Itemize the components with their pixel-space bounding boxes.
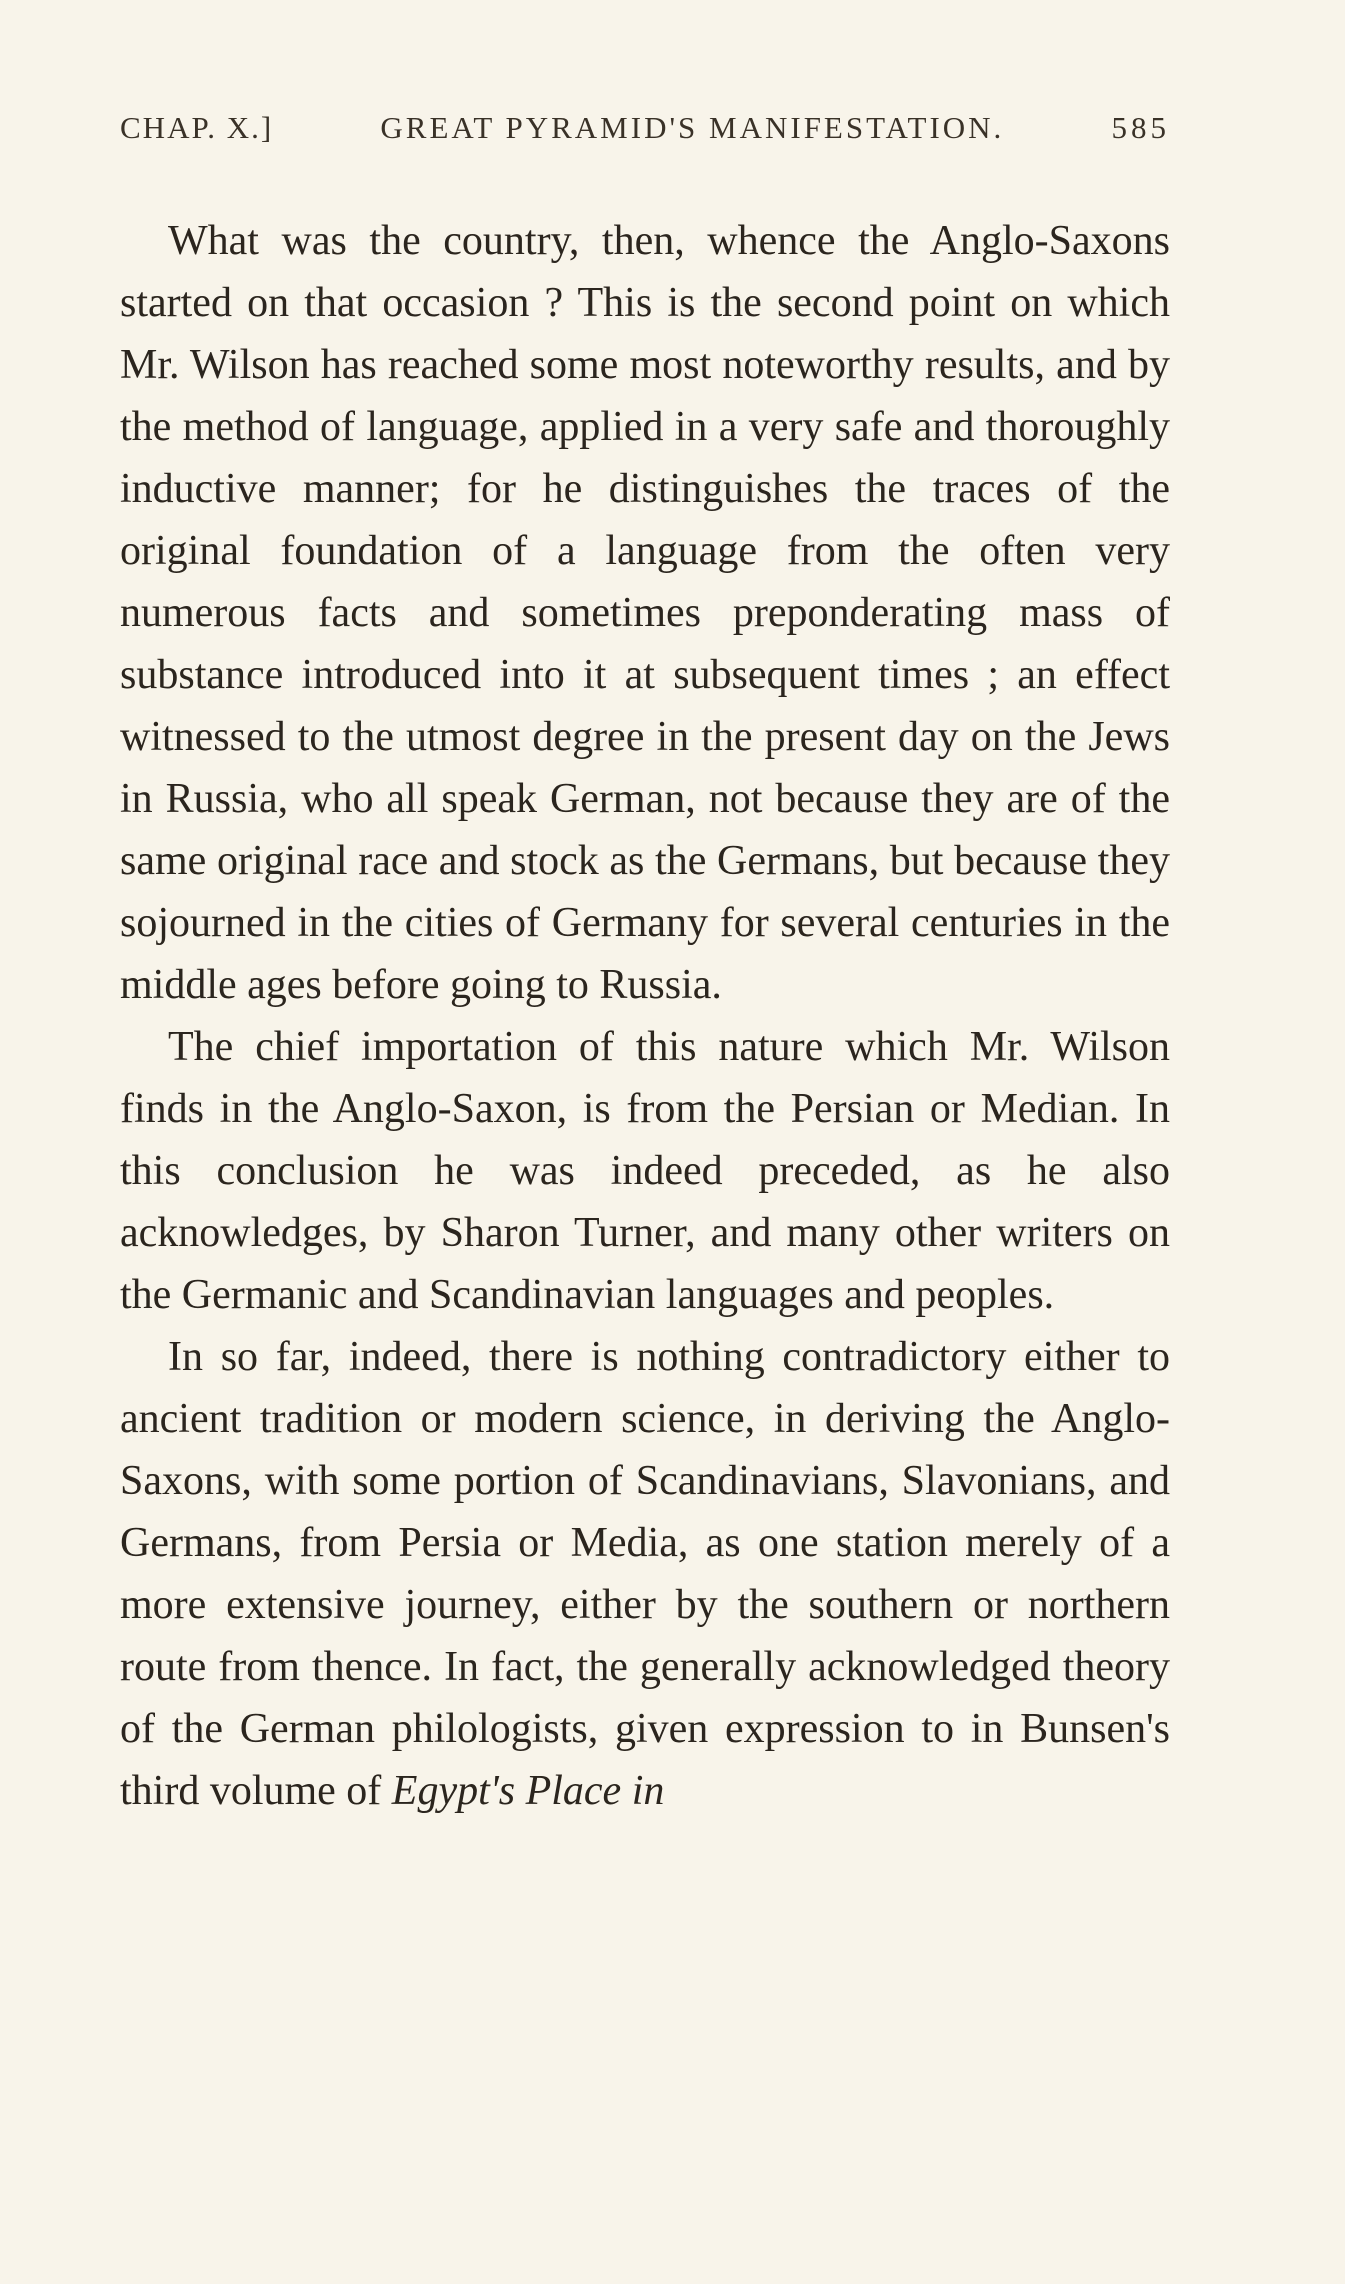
running-header [120, 110, 1170, 180]
book-title-italic: Egypt's Place in [391, 1768, 665, 1814]
paragraph-2-text: The chief importation of this nature which Mr. Wilson finds in the Anglo-Saxon, is from the Persian or Median. In this conclusion he was indeed preceded, as he also acknowledges, by Sharon Turner, and many other writers on the Germanic and Scandinavian languages and peoples. [120, 1024, 1170, 1318]
paragraph-1-text: What was the country, then, whence the Anglo-Saxons started on that occasion ? This is the second point on which Mr. Wilson has reached some most noteworthy results, and by the method of language, applied in a very safe and thoroughly inductive manner; for he distinguishes the traces of the original foundation of a language from the often very numerous facts and sometimes preponderating mass of substance introduced into it at subsequent times ; an effect witnessed to the utmost degree in the present day on the Jews in Russia, who all speak German, not because they are of the same original race and stock as the Germans, but because they sojourned in the cities of Germany for several centuries in the middle ages before going to Russia. [120, 218, 1170, 1008]
running-title: GREAT PYRAMID'S MANIFESTATION. [380, 110, 1005, 145]
page-body [120, 210, 1170, 1822]
chapter-label: CHAP. X.] [120, 110, 274, 145]
paragraph-3-text: In so far, indeed, there is nothing contradictory either to ancient tradition or modern science, in deriving the Anglo-Saxons, with some portion of Scandinavians, Slavonians, and Germans, from Persia or Media, as one station merely of a more extensive journey, either by the southern or northern route from thence. In fact, the generally acknowledged theory of the German philologists, given expression to in Bunsen's third volume of [120, 1334, 1170, 1814]
paragraph-2 [120, 1016, 1170, 1326]
paragraph-3 [120, 1326, 1170, 1822]
book-page [120, 110, 1170, 2190]
paragraph-1 [120, 210, 1170, 1016]
page-number: 585 [1111, 110, 1170, 145]
